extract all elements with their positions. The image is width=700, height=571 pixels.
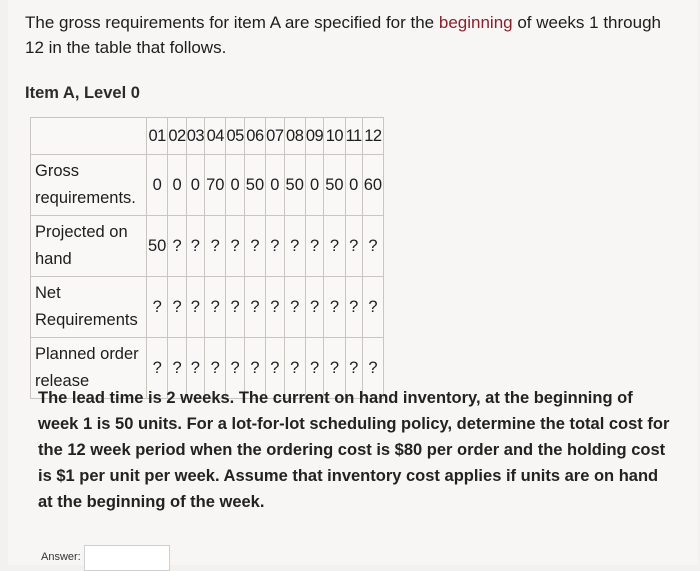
table-cell: ? [186, 277, 204, 338]
table-cell: ? [324, 216, 345, 277]
table-cell: ? [305, 338, 323, 399]
table-cell: 50 [324, 155, 345, 216]
week-header-cell: 06 [244, 118, 265, 155]
table-cell: ? [362, 277, 383, 338]
table-cell: ? [244, 216, 265, 277]
week-header-cell: 12 [362, 118, 383, 155]
table-cell: ? [284, 277, 305, 338]
item-label: Item A, Level 0 [25, 84, 140, 102]
table-cell: 0 [266, 155, 284, 216]
table-cell: 0 [147, 155, 168, 216]
table-cell: ? [345, 338, 362, 399]
problem-text: The lead time is 2 weeks. The current on hand inventory, at the beginning of week 1 is 50 units. For a lot-for-lot scheduling policy, determine the total cost for the 12 week period when the ordering cost is $80 per order and the holding cost is $1 per unit per week. Assume that inventory cost applies if units are on hand at the beginning of the week. [38, 389, 670, 511]
table-cell: ? [147, 277, 168, 338]
table-cell: ? [205, 338, 226, 399]
table-cell: ? [168, 277, 186, 338]
table-cell: 0 [345, 155, 362, 216]
table-cell: 50 [284, 155, 305, 216]
table-header-row [31, 118, 384, 155]
table-cell: ? [266, 277, 284, 338]
intro-text [25, 10, 675, 60]
table-cell: 50 [244, 155, 265, 216]
week-header-cell: 10 [324, 118, 345, 155]
week-header-cell: 01 [147, 118, 168, 155]
intro-part1: The gross requirements for item A are specified for the [25, 13, 439, 32]
intro-part2: of weeks 1 through 12 in the table that follows. [25, 13, 661, 57]
table-cell: ? [205, 277, 226, 338]
row-label: Projected on hand [31, 216, 147, 277]
table-cell: ? [345, 277, 362, 338]
week-header-cell: 02 [168, 118, 186, 155]
mrp-table [30, 117, 384, 399]
table-cell: ? [362, 338, 383, 399]
week-header-cell: 09 [305, 118, 323, 155]
table-cell: ? [305, 277, 323, 338]
answer-label: Answer: [41, 551, 81, 563]
table-cell: ? [226, 216, 244, 277]
table-cell: ? [226, 338, 244, 399]
table-row [31, 277, 384, 338]
table-cell: ? [284, 338, 305, 399]
table-cell: ? [362, 216, 383, 277]
week-header-cell: 07 [266, 118, 284, 155]
table-cell: 70 [205, 155, 226, 216]
table-cell: ? [168, 338, 186, 399]
week-header-cell: 08 [284, 118, 305, 155]
table-corner-cell [31, 118, 147, 155]
table-cell: ? [186, 216, 204, 277]
table-row [31, 216, 384, 277]
table-cell: ? [324, 338, 345, 399]
row-label: Planned order release [31, 338, 147, 399]
table-cell: ? [205, 216, 226, 277]
table-cell: ? [244, 338, 265, 399]
week-header-cell: 03 [186, 118, 204, 155]
week-header-cell: 04 [205, 118, 226, 155]
table-cell: 0 [186, 155, 204, 216]
table-cell: ? [266, 216, 284, 277]
week-header-cell: 11 [345, 118, 362, 155]
table-cell: ? [226, 277, 244, 338]
table-cell: 0 [305, 155, 323, 216]
table-cell: ? [305, 216, 323, 277]
table-cell: 0 [226, 155, 244, 216]
table-cell: 50 [147, 216, 168, 277]
week-header-cell: 05 [226, 118, 244, 155]
table-cell: ? [284, 216, 305, 277]
table-cell: ? [244, 277, 265, 338]
table-cell: ? [345, 216, 362, 277]
table-cell: 60 [362, 155, 383, 216]
row-label: Net Requirements [31, 277, 147, 338]
table-cell: 0 [168, 155, 186, 216]
intro-highlight: beginning [438, 13, 513, 32]
table-row [31, 155, 384, 216]
table-cell: ? [168, 216, 186, 277]
row-label: Gross requirements. [31, 155, 147, 216]
table-cell: ? [324, 277, 345, 338]
table-cell: ? [186, 338, 204, 399]
table-cell: ? [147, 338, 168, 399]
table-cell: ? [266, 338, 284, 399]
answer-input[interactable] [84, 545, 170, 571]
question-page [8, 0, 698, 565]
